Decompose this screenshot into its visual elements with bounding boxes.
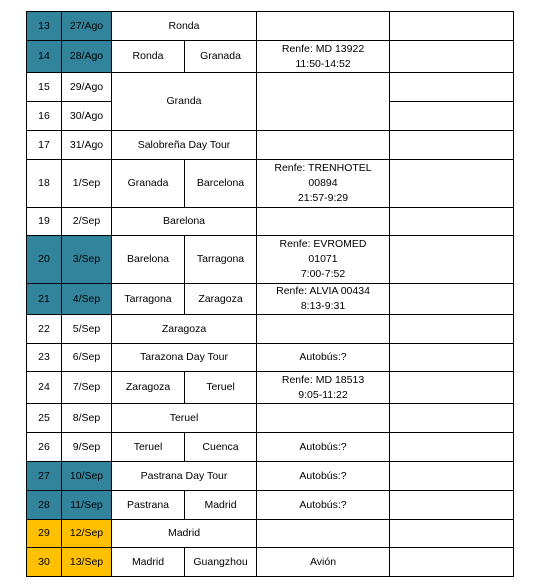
day-number: 24 bbox=[27, 372, 62, 404]
destination: Cuenca bbox=[185, 433, 257, 462]
day-date: 12/Sep bbox=[62, 520, 112, 548]
day-date: 3/Sep bbox=[62, 236, 112, 284]
notes bbox=[390, 433, 514, 462]
day-number: 28 bbox=[27, 491, 62, 520]
table-row bbox=[27, 73, 514, 102]
day-number: 16 bbox=[27, 102, 62, 131]
table-row bbox=[27, 160, 514, 208]
transport-line: 00894 bbox=[308, 177, 338, 189]
table-row bbox=[27, 491, 514, 520]
transport-line: 7:00-7:52 bbox=[300, 268, 346, 280]
transport-line: Renfe: MD 18513 bbox=[281, 373, 365, 386]
day-date: 13/Sep bbox=[62, 548, 112, 577]
day-number: 17 bbox=[27, 131, 62, 160]
day-date: 5/Sep bbox=[62, 315, 112, 344]
table-row bbox=[27, 12, 514, 41]
day-date: 11/Sep bbox=[62, 491, 112, 520]
transport-line: 01071 bbox=[308, 253, 338, 265]
origin: Pastrana bbox=[112, 491, 185, 520]
location: Zaragoza bbox=[112, 315, 257, 344]
notes bbox=[390, 491, 514, 520]
origin: Teruel bbox=[112, 433, 185, 462]
notes bbox=[390, 284, 514, 315]
day-number: 25 bbox=[27, 404, 62, 433]
notes bbox=[390, 236, 514, 284]
transport-line: Renfe: ALVIA 00434 bbox=[276, 285, 370, 297]
day-date: 10/Sep bbox=[62, 462, 112, 491]
transport-line: 9:05-11:22 bbox=[298, 388, 348, 401]
day-number: 30 bbox=[27, 548, 62, 577]
notes bbox=[390, 548, 514, 577]
transport bbox=[257, 160, 390, 208]
notes bbox=[390, 520, 514, 548]
day-date: 7/Sep bbox=[62, 372, 112, 404]
day-date: 28/Ago bbox=[62, 41, 112, 73]
transport bbox=[257, 73, 390, 131]
table-row bbox=[27, 236, 514, 284]
transport-line: 11:50-14:52 bbox=[295, 57, 351, 70]
destination: Madrid bbox=[185, 491, 257, 520]
origin: Granada bbox=[112, 160, 185, 208]
destination: Teruel bbox=[185, 372, 257, 404]
notes bbox=[390, 73, 514, 102]
origin: Ronda bbox=[112, 41, 185, 73]
transport bbox=[257, 520, 390, 548]
transport: Autobús:? bbox=[257, 344, 390, 372]
notes bbox=[390, 462, 514, 491]
notes bbox=[390, 372, 514, 404]
origin: Barelona bbox=[112, 236, 185, 284]
table-row bbox=[27, 284, 514, 315]
location: Barelona bbox=[112, 208, 257, 236]
table-row bbox=[27, 131, 514, 160]
day-date: 1/Sep bbox=[62, 160, 112, 208]
destination: Tarragona bbox=[185, 236, 257, 284]
day-date: 4/Sep bbox=[62, 284, 112, 315]
table-row bbox=[27, 372, 514, 404]
day-date: 29/Ago bbox=[62, 73, 112, 102]
transport bbox=[257, 131, 390, 160]
destination: Zaragoza bbox=[185, 284, 257, 315]
location: Granda bbox=[112, 73, 257, 131]
day-date: 27/Ago bbox=[62, 12, 112, 41]
notes bbox=[390, 41, 514, 73]
day-number: 26 bbox=[27, 433, 62, 462]
notes bbox=[390, 12, 514, 41]
transport: Avión bbox=[257, 548, 390, 577]
location: Tarazona Day Tour bbox=[112, 344, 257, 372]
day-number: 27 bbox=[27, 462, 62, 491]
transport-line: Renfe: TRENHOTEL bbox=[274, 162, 372, 174]
day-number: 21 bbox=[27, 284, 62, 315]
transport bbox=[257, 12, 390, 41]
notes bbox=[390, 131, 514, 160]
origin: Tarragona bbox=[112, 284, 185, 315]
transport bbox=[257, 315, 390, 344]
location: Salobreña Day Tour bbox=[112, 131, 257, 160]
table-row bbox=[27, 548, 514, 577]
origin: Zaragoza bbox=[112, 372, 185, 404]
transport bbox=[257, 208, 390, 236]
table-row bbox=[27, 462, 514, 491]
day-number: 22 bbox=[27, 315, 62, 344]
table-row bbox=[27, 433, 514, 462]
day-number: 20 bbox=[27, 236, 62, 284]
notes bbox=[390, 160, 514, 208]
location: Madrid bbox=[112, 520, 257, 548]
transport bbox=[257, 404, 390, 433]
day-number: 14 bbox=[27, 41, 62, 73]
notes bbox=[390, 344, 514, 372]
notes bbox=[390, 315, 514, 344]
location: Ronda bbox=[112, 12, 257, 41]
table-row bbox=[27, 41, 514, 73]
day-number: 19 bbox=[27, 208, 62, 236]
itinerary-table bbox=[26, 11, 514, 577]
transport bbox=[257, 284, 390, 315]
day-date: 6/Sep bbox=[62, 344, 112, 372]
day-date: 2/Sep bbox=[62, 208, 112, 236]
day-number: 23 bbox=[27, 344, 62, 372]
transport-line: Renfe: MD 13922 bbox=[281, 42, 365, 55]
table-row bbox=[27, 404, 514, 433]
day-number: 15 bbox=[27, 73, 62, 102]
notes bbox=[390, 102, 514, 131]
location: Teruel bbox=[112, 404, 257, 433]
notes bbox=[390, 404, 514, 433]
notes bbox=[390, 208, 514, 236]
destination: Guangzhou bbox=[185, 548, 257, 577]
day-date: 31/Ago bbox=[62, 131, 112, 160]
destination: Barcelona bbox=[185, 160, 257, 208]
transport: Autobús:? bbox=[257, 433, 390, 462]
location: Pastrana Day Tour bbox=[112, 462, 257, 491]
transport bbox=[257, 372, 390, 404]
day-number: 18 bbox=[27, 160, 62, 208]
table-row bbox=[27, 315, 514, 344]
transport-line: 21:57-9:29 bbox=[297, 192, 349, 204]
table-row bbox=[27, 208, 514, 236]
day-number: 13 bbox=[27, 12, 62, 41]
day-date: 8/Sep bbox=[62, 404, 112, 433]
transport-line: 8:13-9:31 bbox=[300, 300, 346, 312]
day-number: 29 bbox=[27, 520, 62, 548]
origin: Madrid bbox=[112, 548, 185, 577]
transport: Autobús:? bbox=[257, 462, 390, 491]
transport: Autobús:? bbox=[257, 491, 390, 520]
table-row bbox=[27, 520, 514, 548]
day-date: 30/Ago bbox=[62, 102, 112, 131]
destination: Granada bbox=[185, 41, 257, 73]
transport bbox=[257, 236, 390, 284]
transport bbox=[257, 41, 390, 73]
table-row bbox=[27, 344, 514, 372]
transport-line: Renfe: EVROMED bbox=[279, 238, 367, 250]
day-date: 9/Sep bbox=[62, 433, 112, 462]
